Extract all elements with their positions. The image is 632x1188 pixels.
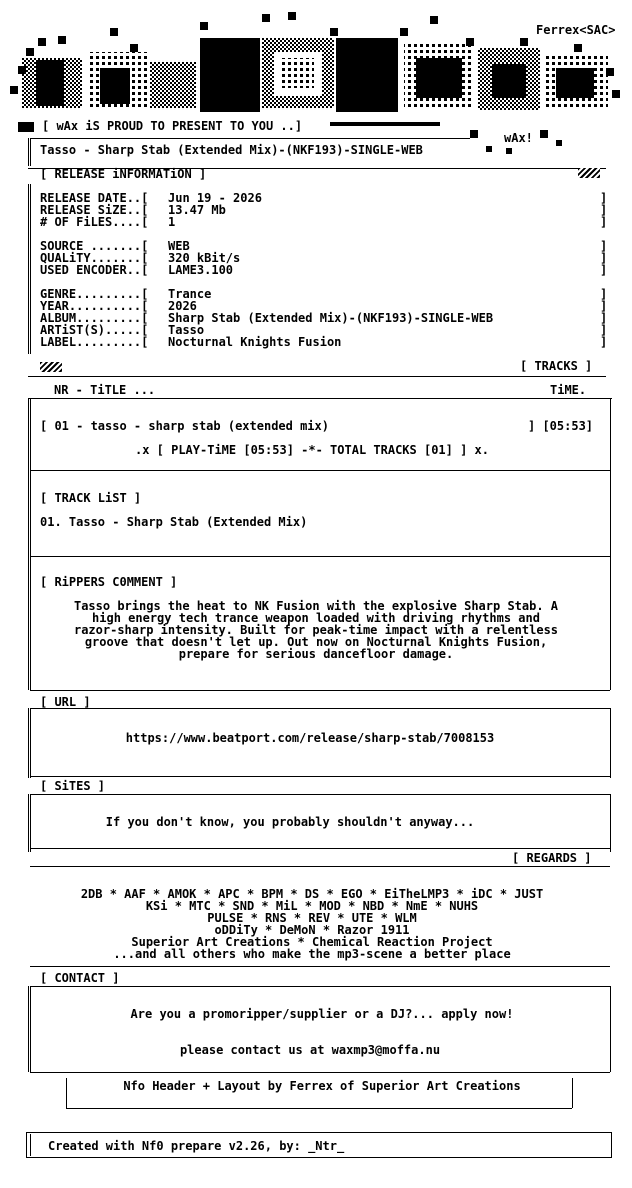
track-row-time: ] [05:53]: [528, 419, 594, 433]
release-field-label: USED ENCODER..[: [40, 263, 149, 277]
regards-line-3: PULSE * RNS * REV * UTE * WLM: [207, 911, 417, 925]
contact-line-1: Are you a promoripper/supplier or a DJ?... apply now!: [130, 1007, 514, 1021]
release-field-label: YEAR..........[: [40, 299, 149, 313]
track-list-item: 01. Tasso - Sharp Stab (Extended Mix): [40, 515, 308, 529]
tracks-summary: .x [ PLAY-TiME [05:53] -*- TOTAL TRACKS [01] ] x.: [134, 443, 489, 457]
group-tag: Ferrex<SAC>: [536, 23, 616, 37]
section-label-regards: [ REGARDS ]: [512, 851, 592, 865]
col-title: NR - TiTLE ...: [54, 383, 156, 397]
section-label-track-list: [ TRACK LiST ]: [40, 491, 142, 505]
release-field-label: RELEASE DATE..[: [40, 191, 149, 205]
tracks-label: [ TRACKS ]: [520, 359, 593, 373]
release-field-label: SOURCE .......[: [40, 239, 149, 253]
release-field-value: 13.47 Mb: [168, 203, 226, 217]
comment-line-4: groove that doesn't let up. Out now on Nocturnal Knights Fusion,: [84, 635, 548, 649]
col-time: TiME.: [550, 383, 587, 397]
release-field-value: Trance: [168, 287, 212, 301]
comment-line-5: prepare for serious dancefloor damage.: [178, 647, 454, 661]
release-field-value: 1: [168, 215, 176, 229]
release-field-label: ALBUM.........[: [40, 311, 149, 325]
section-label-url: [ URL ]: [40, 695, 91, 709]
release-url-link[interactable]: https://www.beatport.com/release/sharp-stab/7008153: [125, 731, 495, 745]
release-field-value: Jun 19 - 2026: [168, 191, 262, 205]
release-field-label: ARTiST(S).....[: [40, 323, 149, 337]
hatch-decor-tracks: [40, 362, 62, 372]
regards-line-6: ...and all others who make the mp3-scene a better place: [113, 947, 511, 961]
section-label-sites: [ SiTES ]: [40, 779, 106, 793]
release-field-label: GENRE.........[: [40, 287, 149, 301]
release-field-value: 2026: [168, 299, 197, 313]
release-field-label: LABEL.........[: [40, 335, 149, 349]
release-field-label: # OF FiLES....[: [40, 215, 149, 229]
release-field-value: WEB: [168, 239, 190, 253]
comment-line-3: razor-sharp intensity. Built for peak-time impact with a relentless: [73, 623, 559, 637]
regards-line-5: Superior Art Creations * Chemical Reaction Project: [131, 935, 493, 949]
wax-ascii-logo: [0, 8, 632, 158]
section-label-rippers-comment: [ RiPPERS C0MMENT ]: [40, 575, 178, 589]
release-field-bracket: ]: [600, 287, 608, 301]
hatch-decor: [578, 168, 600, 178]
comment-line-1: Tasso brings the heat to NK Fusion with the explosive Sharp Stab. A: [73, 599, 559, 613]
release-field-value: Tasso: [168, 323, 205, 337]
release-field-bracket: ]: [600, 335, 608, 349]
sites-text: If you don't know, you probably shouldn't anyway...: [105, 815, 475, 829]
release-field-value: Sharp Stab (Extended Mix)-(NKF193)-SINGLE-WEB: [168, 311, 494, 325]
release-field-label: RELEASE SiZE..[: [40, 203, 149, 217]
release-field-bracket: ]: [600, 323, 608, 337]
release-field-bracket: ]: [600, 239, 608, 253]
proud-line: [ wAx iS PROUD TO PRESENT TO YOU ..]: [42, 119, 303, 133]
track-row-title: [ 01 - tasso - sharp stab (extended mix): [40, 419, 329, 433]
regards-line-4: oDDiTy * DeMoN * Razor 1911: [214, 923, 410, 937]
release-field-value: LAME3.100: [168, 263, 234, 277]
comment-line-2: high energy tech trance weapon loaded with driving rhythms and: [92, 611, 540, 625]
release-field-bracket: ]: [600, 203, 608, 217]
created-with-text: Created with Nf0 prepare v2.26, by: _Ntr_: [48, 1139, 345, 1153]
release-field-bracket: ]: [600, 191, 608, 205]
contact-email[interactable]: please contact us at waxmp3@moffa.nu: [179, 1043, 441, 1057]
release-field-label: QUALiTY.......[: [40, 251, 149, 265]
release-field-bracket: ]: [600, 263, 608, 277]
release-field-bracket: ]: [600, 311, 608, 325]
release-field-bracket: ]: [600, 299, 608, 313]
section-label-release-info: [ RELEASE iNFORMATiON ]: [40, 167, 207, 181]
regards-line-1: 2DB * AAF * AMOK * APC * BPM * DS * EGO * EiTheLMP3 * iDC * JUST: [80, 887, 544, 901]
release-field-bracket: ]: [600, 215, 608, 229]
layout-credit: Nfo Header + Layout by Ferrex of Superior Art Creations: [123, 1079, 521, 1093]
release-title: Tasso - Sharp Stab (Extended Mix)-(NKF193)-SINGLE-WEB: [40, 143, 423, 157]
release-field-value: Nocturnal Knights Fusion: [168, 335, 342, 349]
section-label-contact: [ CONTACT ]: [40, 971, 120, 985]
logo-signature: wAx!: [504, 131, 533, 145]
regards-line-2: KSi * MTC * SND * MiL * MOD * NBD * NmE * NUHS: [145, 899, 479, 913]
release-field-value: 320 kBit/s: [168, 251, 241, 265]
release-field-bracket: ]: [600, 251, 608, 265]
